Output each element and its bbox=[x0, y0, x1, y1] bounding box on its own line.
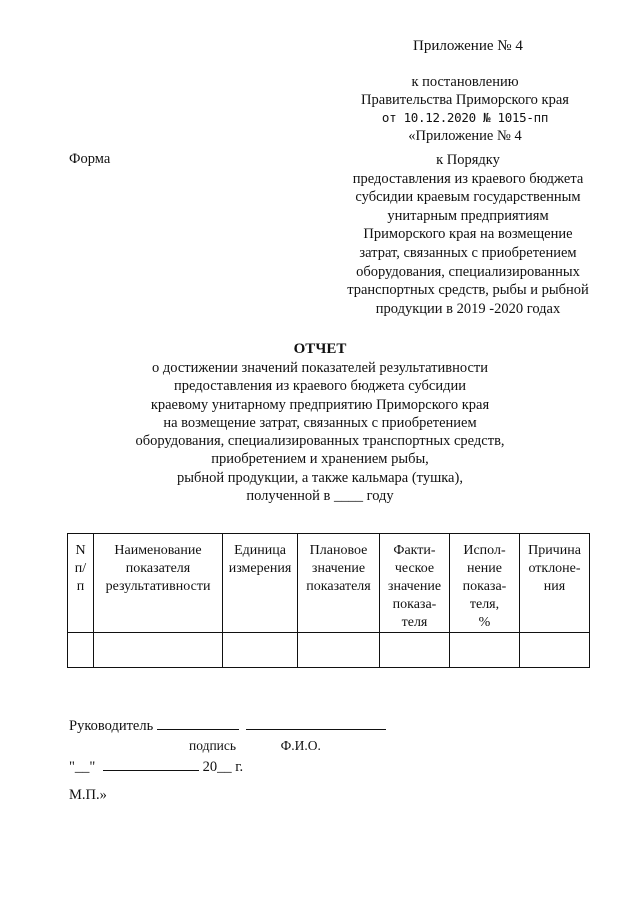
header-text: ческое bbox=[394, 561, 435, 576]
table-cell bbox=[94, 633, 223, 668]
header-text: Наименование bbox=[114, 543, 202, 558]
quoted-appendix-line: «Приложение № 4 bbox=[408, 128, 522, 144]
report-description-line: оборудования, специализированных транспортных средств, bbox=[135, 433, 505, 450]
appendix-number: Приложение № 4 bbox=[413, 38, 523, 54]
date-quote-open: " bbox=[69, 759, 75, 775]
header-text: показа- bbox=[462, 579, 507, 594]
table-header-row bbox=[68, 534, 590, 633]
report-title: ОТЧЕТ bbox=[293, 341, 347, 357]
table-cell bbox=[68, 633, 94, 668]
column-header-planned-value bbox=[298, 534, 380, 633]
header-text: результативности bbox=[105, 579, 211, 594]
header-text: показателя bbox=[125, 561, 191, 576]
procedure-line: затрат, связанных с приобретением bbox=[359, 244, 577, 261]
header-text: Плановое bbox=[309, 543, 368, 558]
header-text: ния bbox=[543, 579, 566, 594]
column-header-actual-value bbox=[380, 534, 450, 633]
head-signature-line bbox=[69, 715, 386, 736]
table-cell bbox=[223, 633, 298, 668]
table-cell bbox=[380, 633, 450, 668]
header-text: нение bbox=[467, 561, 502, 576]
header-text: теля bbox=[401, 615, 428, 630]
year-blank: __ bbox=[217, 759, 232, 775]
to-resolution-line: к постановлению bbox=[411, 74, 519, 90]
table-cell bbox=[298, 633, 380, 668]
table-cell bbox=[520, 633, 590, 668]
header-text: п bbox=[76, 579, 85, 594]
header-text: Единица bbox=[234, 543, 286, 558]
signature-captions bbox=[69, 736, 386, 756]
year-suffix: г. bbox=[231, 759, 244, 775]
month-blank bbox=[103, 756, 199, 771]
table-row bbox=[68, 633, 590, 668]
fio-caption: Ф.И.О. bbox=[280, 738, 321, 753]
procedure-line: субсидии краевым государственным bbox=[355, 189, 581, 206]
column-header-indicator-name bbox=[94, 534, 223, 633]
signature-block bbox=[69, 715, 386, 777]
header-text: показа- bbox=[392, 597, 437, 612]
fio-blank bbox=[246, 715, 386, 730]
procedure-line: продукции в 2019 -2020 годах bbox=[375, 300, 561, 317]
column-header-unit bbox=[223, 534, 298, 633]
report-description-line: предоставления из краевого бюджета субсидии bbox=[174, 378, 466, 395]
header-text: значение bbox=[387, 579, 442, 594]
procedure-line: к Порядку bbox=[436, 152, 500, 168]
header-text: теля, bbox=[469, 597, 500, 612]
procedure-reference bbox=[333, 151, 603, 318]
procedure-line: Приморского края на возмещение bbox=[363, 226, 573, 243]
header-text: значение bbox=[311, 561, 366, 576]
resolution-reference bbox=[340, 73, 590, 145]
header-text: Испол- bbox=[463, 543, 506, 558]
header-text: Причина bbox=[528, 543, 581, 558]
report-description-line: рыбной продукции, а также кальмара (тушка), bbox=[177, 469, 463, 486]
head-label: Руководитель bbox=[69, 718, 154, 734]
header-text: N bbox=[75, 543, 86, 558]
sign-caption: подпись bbox=[189, 738, 237, 753]
report-description-line: о достижении значений показателей результативности bbox=[151, 360, 489, 376]
header-text: Факти- bbox=[393, 543, 436, 558]
report-description-line: приобретением и хранением рыбы, bbox=[211, 451, 429, 468]
column-header-execution-percent bbox=[450, 534, 520, 633]
report-description-line: полученной в ____ году bbox=[246, 488, 394, 505]
day-blank: __ bbox=[74, 759, 90, 775]
report-description bbox=[120, 359, 520, 505]
date-quote-close: " bbox=[89, 759, 96, 775]
procedure-line: транспортных средств, рыбы и рыбной bbox=[347, 282, 589, 299]
table-cell bbox=[450, 633, 520, 668]
indicators-table bbox=[67, 533, 590, 668]
column-header-number bbox=[68, 534, 94, 633]
procedure-line: оборудования, специализированных bbox=[356, 263, 580, 280]
procedure-line: унитарным предприятиям bbox=[387, 207, 549, 224]
date-line bbox=[69, 756, 386, 777]
header-text: показателя bbox=[306, 579, 371, 594]
signature-blank bbox=[157, 715, 239, 730]
government-line: Правительства Приморского края bbox=[361, 92, 569, 108]
header-text: отклоне- bbox=[528, 561, 581, 576]
report-description-line: краевому унитарному предприятию Приморского края bbox=[150, 396, 490, 413]
header-text: % bbox=[478, 615, 491, 630]
header-text: п/ bbox=[74, 561, 87, 576]
form-label: Форма bbox=[69, 151, 111, 167]
header-text: измерения bbox=[228, 561, 292, 576]
stamp-place-label: М.П.» bbox=[69, 787, 107, 803]
procedure-line: предоставления из краевого бюджета bbox=[352, 170, 584, 187]
year-prefix: 20 bbox=[202, 759, 218, 775]
column-header-deviation-reason bbox=[520, 534, 590, 633]
resolution-date-number: от 10.12.2020 № 1015-пп bbox=[381, 110, 549, 125]
report-description-line: на возмещение затрат, связанных с приобретением bbox=[163, 414, 477, 431]
